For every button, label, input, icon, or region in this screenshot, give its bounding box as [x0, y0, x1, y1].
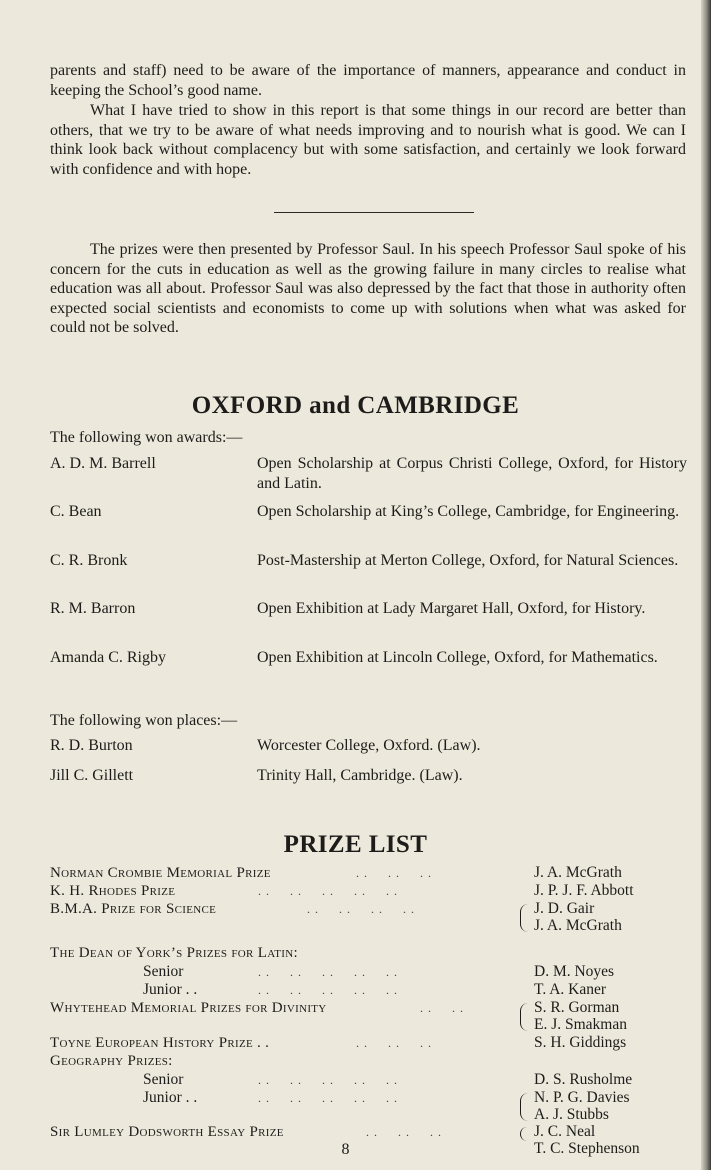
places-intro: The following won places:—: [50, 712, 238, 729]
prize-winner: J. P. J. F. Abbott: [534, 882, 634, 899]
prize-list-heading: PRIZE LIST: [283, 831, 428, 858]
prize-subcategory: Senior: [143, 1071, 184, 1088]
prize-winner: T. A. Kaner: [534, 981, 607, 998]
award-description: Open Exhibition at Lincoln College, Oxford, for Mathematics.: [257, 649, 658, 666]
dot-leader: . . . . . .: [366, 1125, 442, 1139]
brace-bracket: [520, 904, 528, 932]
prize-name: Whytehead Memorial Prizes for Divinity: [50, 1000, 327, 1016]
award-description: Open Scholarship at King’s College, Cambridge, for Engineering.: [257, 503, 680, 520]
award-name: C. R. Bronk: [50, 552, 128, 569]
place-name: Jill C. Gillett: [50, 767, 134, 784]
section-divider: [274, 212, 474, 213]
prize-winner: J. D. Gair: [534, 900, 595, 917]
prize-winner: S. H. Giddings: [534, 1034, 627, 1051]
place-name: R. D. Burton: [50, 737, 133, 754]
prize-subcategory: Senior: [143, 963, 184, 980]
dot-leader: . . . . . . . . . .: [258, 983, 398, 997]
dot-leader: . . . . . . . .: [307, 902, 415, 916]
award-description: Post-Mastership at Merton College, Oxford, for Natural Sciences.: [257, 552, 679, 569]
dot-leader: . . . . . .: [356, 866, 432, 880]
prize-winner: E. J. Smakman: [534, 1016, 627, 1033]
prize-name: Toyne European History Prize . .: [50, 1035, 270, 1051]
award-name: A. D. M. Barrell: [50, 455, 156, 472]
prize-winner: T. C. Stephenson: [534, 1140, 640, 1157]
dot-leader: . . . . . . . . . .: [258, 965, 398, 979]
award-description: Open Exhibition at Lady Margaret Hall, Oxford, for History.: [257, 600, 646, 617]
page-edge-shadow: [701, 0, 711, 1170]
dot-leader: . . . . . . . . . .: [258, 1091, 398, 1105]
prize-winner: D. S. Rusholme: [534, 1071, 633, 1088]
brace-bracket: [520, 1127, 528, 1141]
dot-leader: . . . . . .: [356, 1036, 432, 1050]
award-name: R. M. Barron: [50, 600, 136, 617]
intro-paragraph-2: What I have tried to show in this report is that some things in our record are better than others, that we try to be aware of what needs improving and to nourish what is good. We can I think look back without complacency but with some satisfaction, and certainly we look forward with confidence and with hope.: [50, 102, 686, 178]
prize-winner: D. M. Noyes: [534, 963, 615, 980]
prize-winner: J. C. Neal: [534, 1123, 596, 1140]
prize-name: Norman Crombie Memorial Prize: [50, 865, 271, 881]
prize-subcategory: Junior . .: [143, 981, 198, 998]
prize-name: K. H. Rhodes Prize: [50, 883, 176, 899]
dot-leader: . . . . . . . . . .: [258, 884, 398, 898]
prize-category: The Dean of York’s Prizes for Latin:: [50, 945, 298, 961]
dot-leader: . . . . . . . . . .: [258, 1073, 398, 1087]
awards-intro: The following won awards:—: [50, 429, 243, 446]
dot-leader: . . . .: [420, 1001, 464, 1015]
place-description: Worcester College, Oxford. (Law).: [257, 737, 481, 754]
prize-winner: N. P. G. Davies: [534, 1089, 630, 1106]
prize-winner: J. A. McGrath: [534, 864, 622, 881]
prize-category: Geography Prizes:: [50, 1053, 173, 1069]
prize-winner: S. R. Gorman: [534, 999, 620, 1016]
oxbridge-heading: OXFORD and CAMBRIDGE: [191, 392, 520, 419]
place-description: Trinity Hall, Cambridge. (Law).: [257, 767, 463, 784]
prizes-presentation-paragraph: The prizes were then presented by Professor Saul. In his speech Professor Saul spoke of his concern for the cuts in education as well as the growing failure in many circles to realise what education was all about. Professor Saul was also depressed by the fact that those in authority often expected social scientists and economists to come up with solutions when what was asked for could not be solved.: [50, 241, 686, 336]
prize-name: B.M.A. Prize for Science: [50, 901, 217, 917]
award-description: Open Scholarship at Corpus Christi College, Oxford, for History and Latin.: [257, 455, 687, 492]
prize-winner: A. J. Stubbs: [534, 1106, 609, 1123]
prize-winner: J. A. McGrath: [534, 917, 622, 934]
brace-bracket: [520, 1093, 528, 1121]
page-number: 8: [341, 1141, 350, 1158]
intro-paragraph-1: parents and staff) need to be aware of the importance of manners, appearance and conduct in keeping the School’s good name.: [50, 62, 686, 99]
prize-subcategory: Junior . .: [143, 1089, 198, 1106]
award-name: Amanda C. Rigby: [50, 649, 166, 666]
award-name: C. Bean: [50, 503, 102, 520]
prize-name: Sir Lumley Dodsworth Essay Prize: [50, 1124, 284, 1140]
brace-bracket: [520, 1003, 528, 1031]
